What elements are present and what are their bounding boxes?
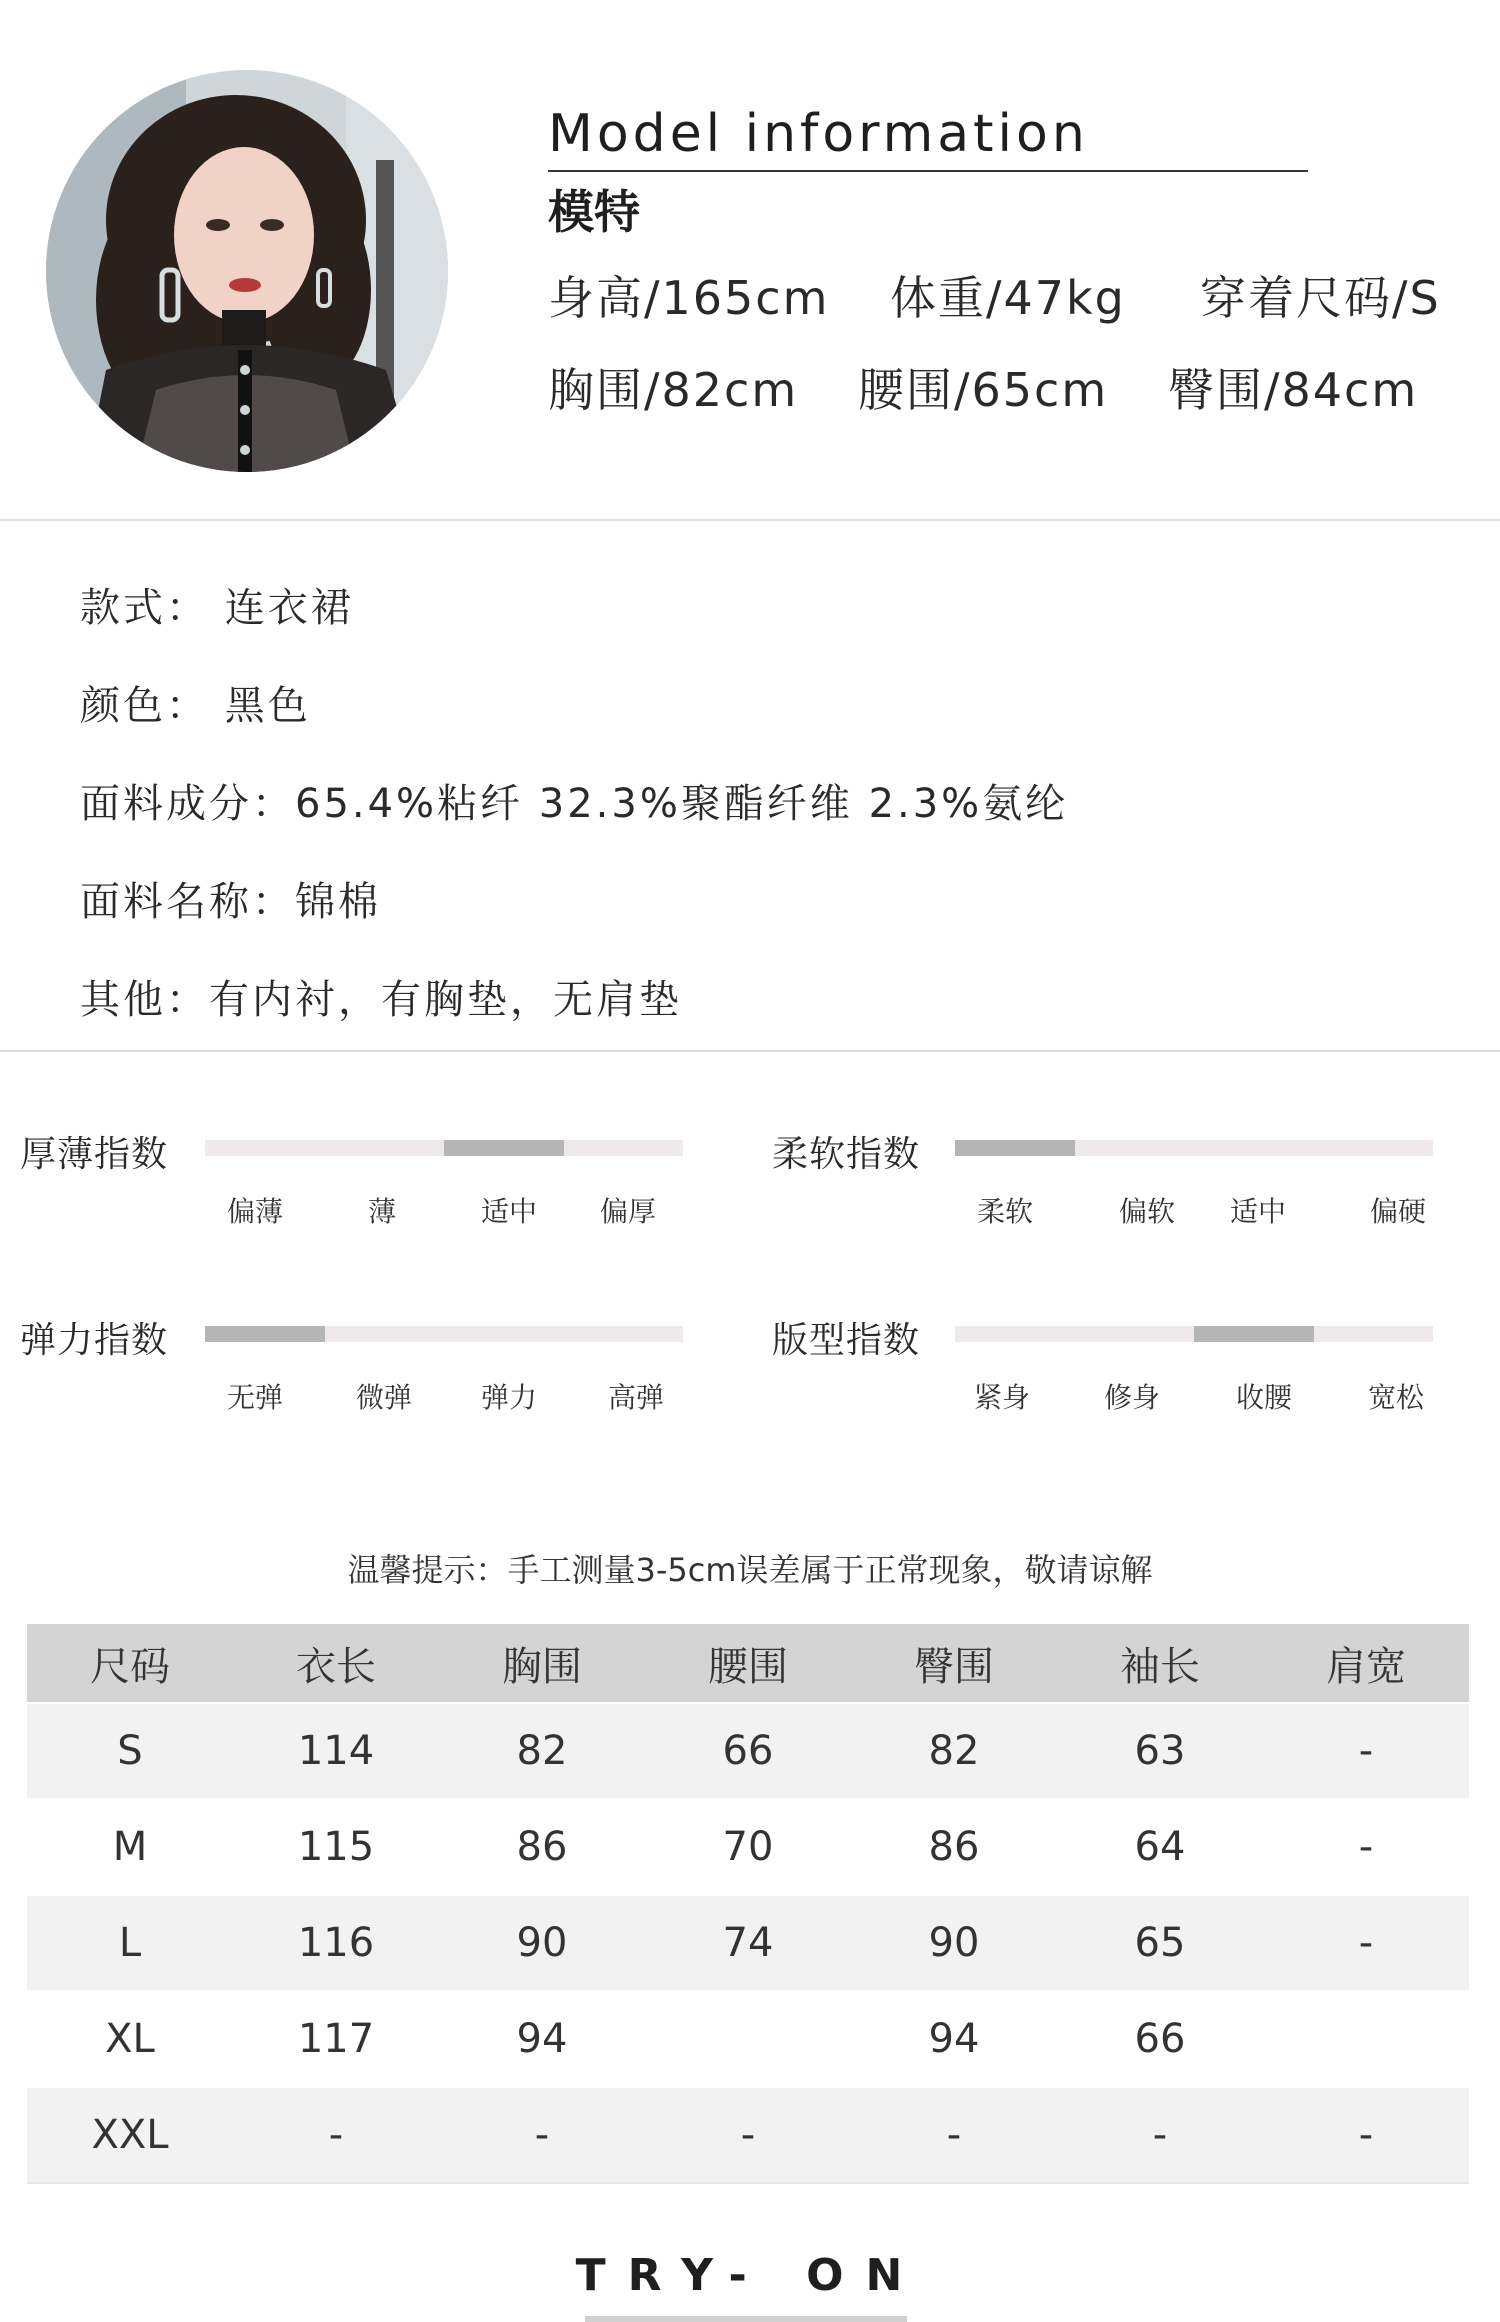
title-underline bbox=[548, 170, 1308, 172]
thickness-label: 适中 bbox=[480, 1195, 537, 1228]
table-cell: 64 bbox=[1057, 1799, 1263, 1895]
table-cell: - bbox=[1057, 2087, 1263, 2183]
fit-label: 收腰 bbox=[1235, 1381, 1292, 1414]
fit-index-fill bbox=[1194, 1326, 1314, 1342]
fit-label: 宽松 bbox=[1367, 1381, 1424, 1414]
table-cell: 82 bbox=[439, 1703, 645, 1799]
table-cell: - bbox=[851, 2087, 1057, 2183]
thickness-index-title: 厚薄指数 bbox=[20, 1134, 169, 1175]
softness-index-track bbox=[955, 1140, 1433, 1156]
table-cell: 116 bbox=[233, 1895, 439, 1991]
table-cell: 74 bbox=[645, 1895, 851, 1991]
table-cell bbox=[645, 1991, 851, 2087]
table-cell bbox=[1263, 1991, 1469, 2087]
table-cell: 82 bbox=[851, 1703, 1057, 1799]
header-hip: 臀围 bbox=[851, 1624, 1057, 1703]
elasticity-index-track bbox=[205, 1326, 683, 1342]
table-row bbox=[27, 2087, 1469, 2183]
header-size: 尺码 bbox=[27, 1624, 233, 1703]
elasticity-label: 无弹 bbox=[226, 1381, 283, 1414]
header-length: 衣长 bbox=[233, 1624, 439, 1703]
size-table bbox=[27, 1624, 1469, 2184]
table-cell: 63 bbox=[1057, 1703, 1263, 1799]
table-cell: XL bbox=[27, 1991, 233, 2087]
model-info-subtitle: 模特 bbox=[548, 185, 640, 239]
thickness-index-fill bbox=[444, 1140, 564, 1156]
header-waist: 腰围 bbox=[645, 1624, 851, 1703]
header-sleeve: 袖长 bbox=[1057, 1624, 1263, 1703]
info-fabric-name: 面料名称：锦棉 bbox=[80, 879, 381, 925]
thickness-index-track bbox=[205, 1140, 683, 1156]
table-cell: - bbox=[1263, 2087, 1469, 2183]
softness-label: 柔软 bbox=[976, 1195, 1033, 1228]
size-table-header bbox=[27, 1624, 1469, 1703]
header-shoulder: 肩宽 bbox=[1263, 1624, 1469, 1703]
table-cell: M bbox=[27, 1799, 233, 1895]
elasticity-index-fill bbox=[205, 1326, 325, 1342]
model-bust: 胸围/82cm bbox=[548, 363, 799, 417]
measurement-note: 温馨提示：手工测量3-5cm误差属于正常现象，敬请谅解 bbox=[347, 1551, 1153, 1589]
elasticity-index-title: 弹力指数 bbox=[20, 1320, 169, 1361]
elasticity-label: 高弹 bbox=[607, 1381, 664, 1414]
table-cell: - bbox=[1263, 1703, 1469, 1799]
table-cell: XXL bbox=[27, 2087, 233, 2183]
table-cell: 66 bbox=[1057, 1991, 1263, 2087]
softness-index-title: 柔软指数 bbox=[772, 1134, 921, 1175]
table-cell: - bbox=[1263, 1799, 1469, 1895]
table-cell: 66 bbox=[645, 1703, 851, 1799]
model-size: 穿着尺码/S bbox=[1200, 271, 1441, 325]
table-cell: 115 bbox=[233, 1799, 439, 1895]
table-cell: - bbox=[439, 2087, 645, 2183]
header-bust: 胸围 bbox=[439, 1624, 645, 1703]
model-photo bbox=[46, 70, 448, 472]
softness-label: 偏硬 bbox=[1369, 1195, 1426, 1228]
model-height: 身高/165cm bbox=[548, 271, 830, 325]
table-cell: L bbox=[27, 1895, 233, 1991]
elasticity-label: 弹力 bbox=[480, 1381, 537, 1414]
thickness-label: 薄 bbox=[367, 1195, 396, 1228]
table-cell: S bbox=[27, 1703, 233, 1799]
table-cell: 70 bbox=[645, 1799, 851, 1895]
try-on-underline bbox=[585, 2316, 907, 2322]
info-style: 款式： 连衣裙 bbox=[80, 585, 354, 631]
table-cell: 65 bbox=[1057, 1895, 1263, 1991]
fit-label: 修身 bbox=[1103, 1381, 1160, 1414]
table-cell: 86 bbox=[851, 1799, 1057, 1895]
table-cell: 90 bbox=[439, 1895, 645, 1991]
info-color: 颜色： 黑色 bbox=[80, 683, 311, 729]
model-info-title: Model information bbox=[548, 104, 1089, 164]
divider bbox=[0, 1050, 1500, 1052]
table-row bbox=[27, 1703, 1469, 1799]
softness-label: 适中 bbox=[1229, 1195, 1286, 1228]
fit-index-title: 版型指数 bbox=[772, 1320, 921, 1361]
info-fabric-composition: 面料成分：65.4%粘纤 32.3%聚酯纤维 2.3%氨纶 bbox=[80, 781, 1069, 827]
table-cell: - bbox=[1263, 1895, 1469, 1991]
table-cell: 94 bbox=[851, 1991, 1057, 2087]
table-row bbox=[27, 1991, 1469, 2087]
table-cell: 94 bbox=[439, 1991, 645, 2087]
table-cell: - bbox=[645, 2087, 851, 2183]
thickness-label: 偏厚 bbox=[599, 1195, 656, 1228]
thickness-label: 偏薄 bbox=[226, 1195, 283, 1228]
elasticity-label: 微弹 bbox=[355, 1381, 412, 1414]
softness-index-fill bbox=[955, 1140, 1075, 1156]
table-cell: 90 bbox=[851, 1895, 1057, 1991]
table-cell: 86 bbox=[439, 1799, 645, 1895]
divider bbox=[0, 519, 1500, 521]
table-cell: 114 bbox=[233, 1703, 439, 1799]
softness-label: 偏软 bbox=[1118, 1195, 1175, 1228]
model-waist: 腰围/65cm bbox=[858, 363, 1109, 417]
info-other: 其他：有内衬，有胸垫，无肩垫 bbox=[80, 977, 682, 1023]
table-cell: - bbox=[233, 2087, 439, 2183]
fit-label: 紧身 bbox=[973, 1381, 1030, 1414]
table-cell: 117 bbox=[233, 1991, 439, 2087]
fit-index-track bbox=[955, 1326, 1433, 1342]
model-weight: 体重/47kg bbox=[890, 271, 1126, 325]
model-hip: 臀围/84cm bbox=[1168, 363, 1419, 417]
table-row bbox=[27, 1895, 1469, 1991]
table-row bbox=[27, 1799, 1469, 1895]
try-on-heading: TRY- ON bbox=[575, 2250, 925, 2301]
